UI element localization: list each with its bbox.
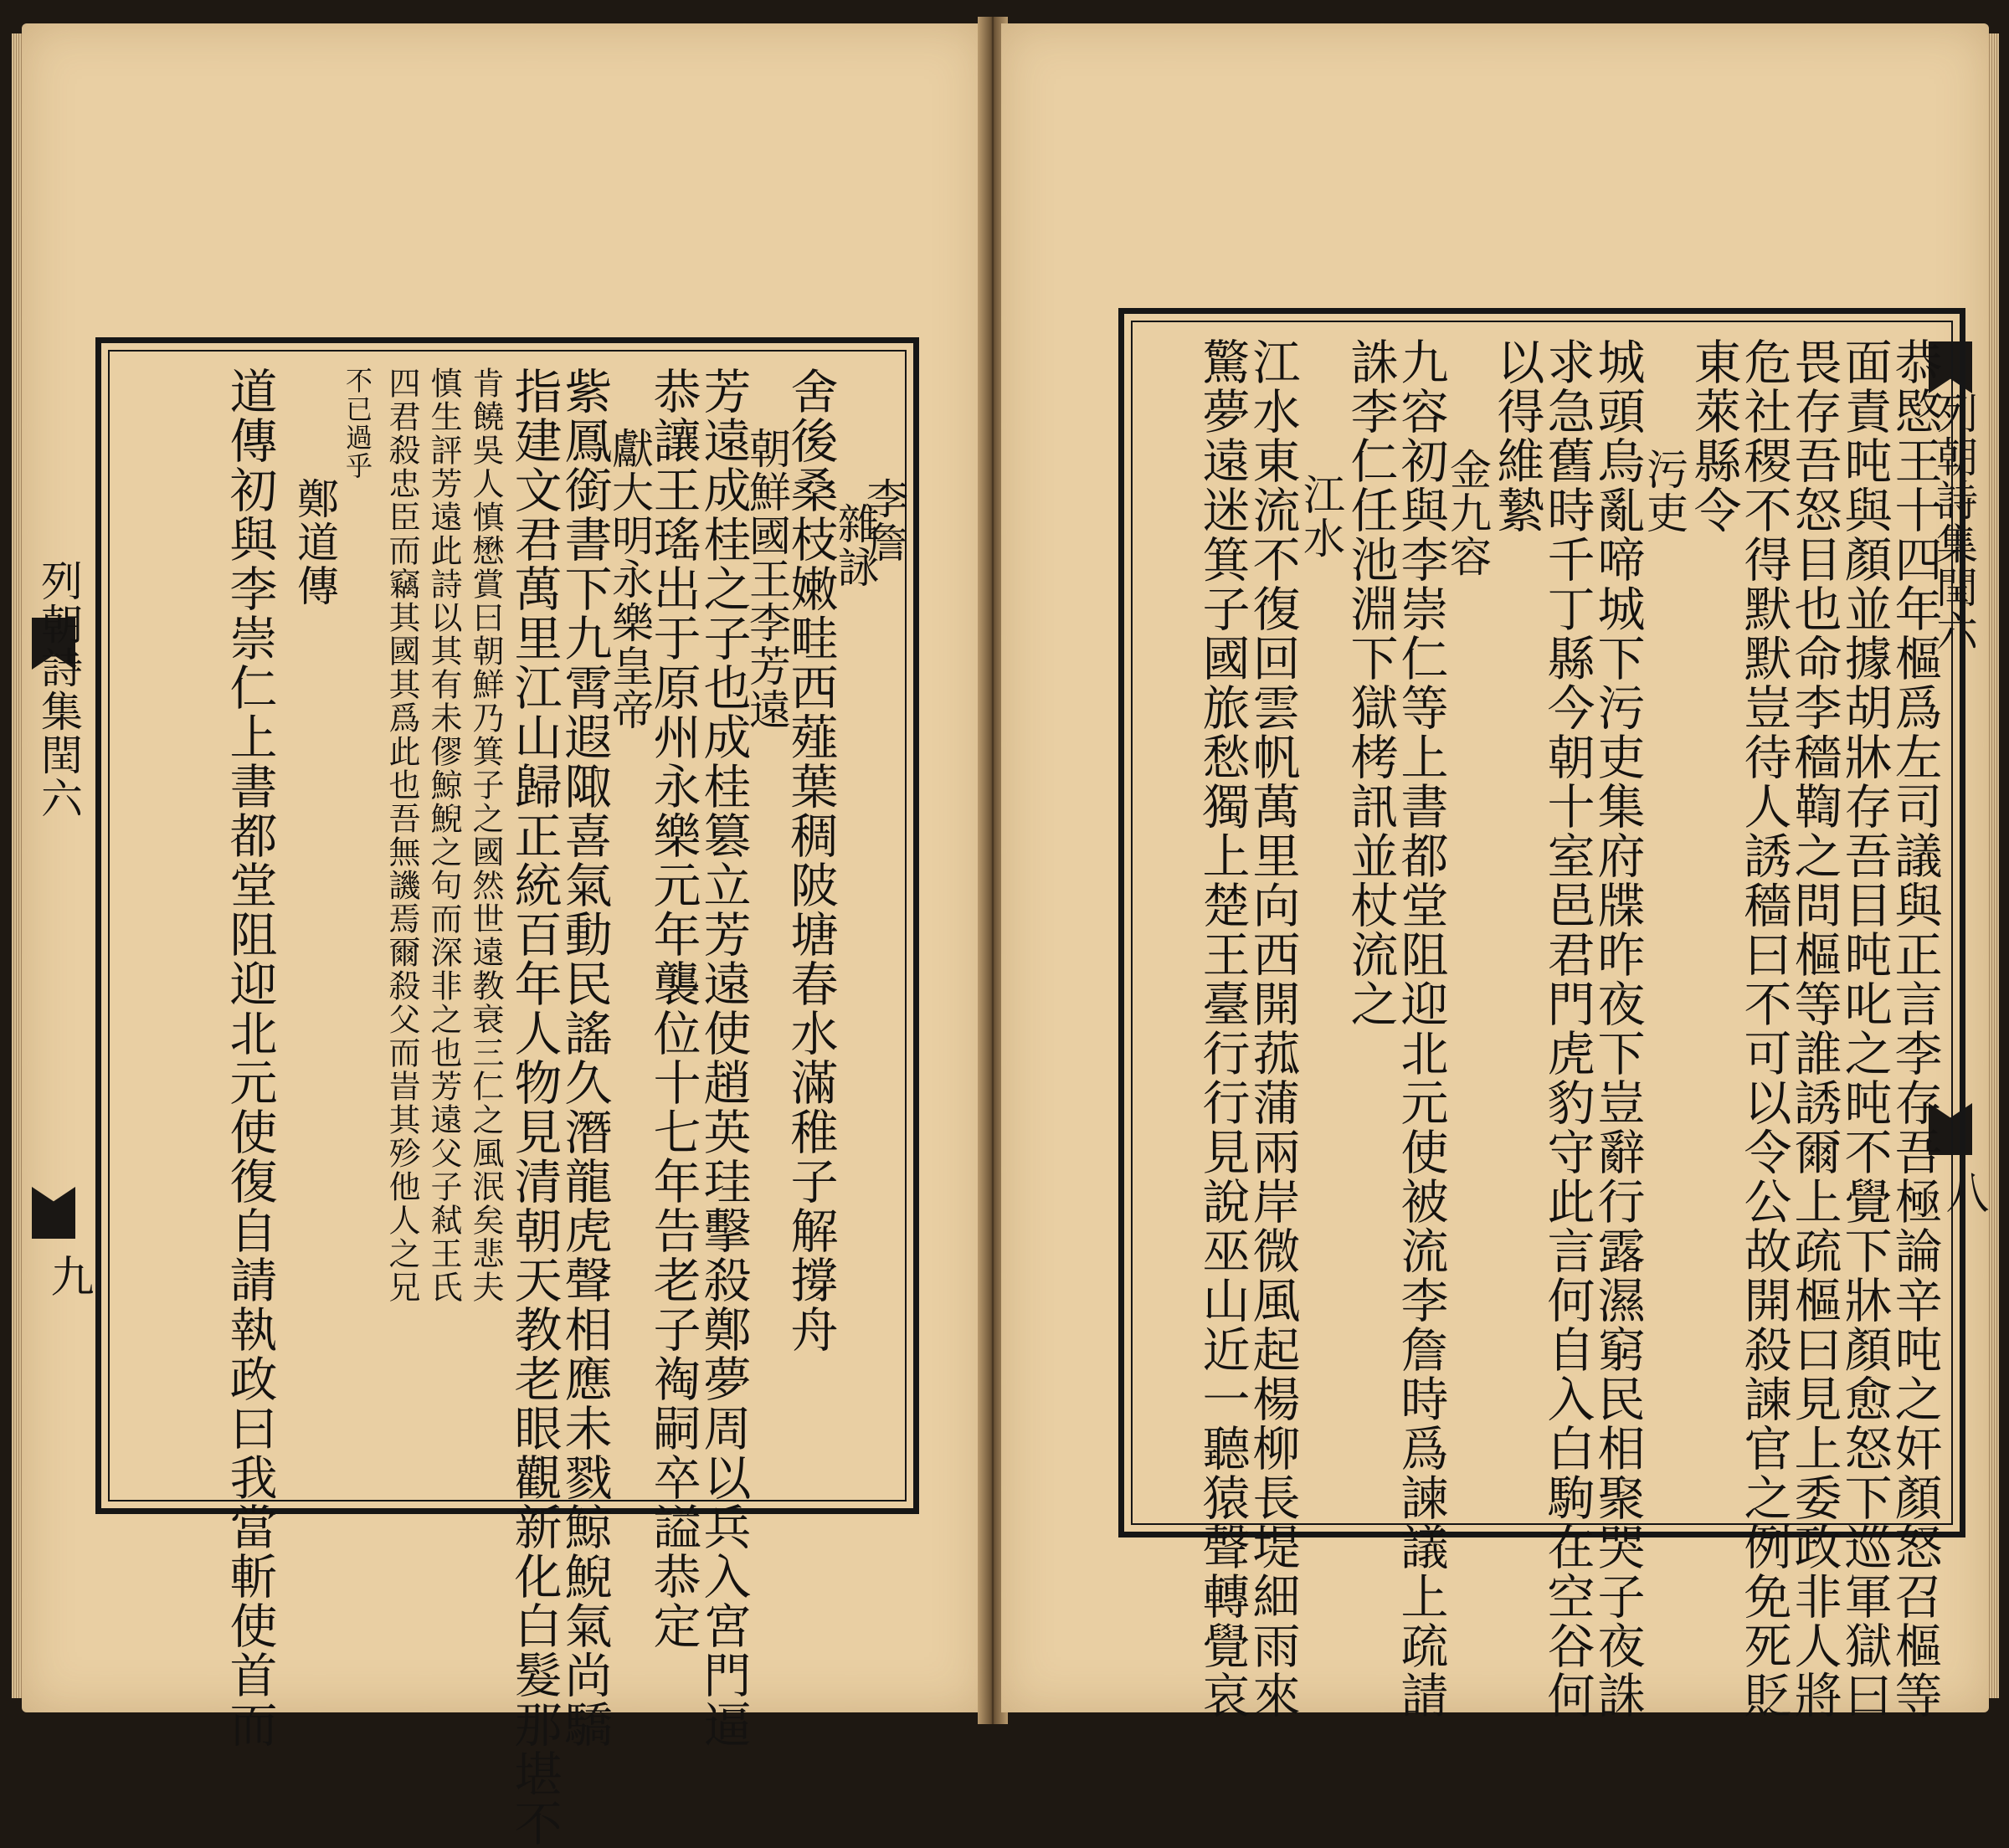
fold-heart-title-right: 列朝詩集閏六 [1929,392,1978,653]
commentary-column: 不已過乎 [342,367,373,480]
commentary-column: 肯饒吳人慎懋賞曰朝鮮乃箕子之國然世遠教衰三仁之風泯矣悲夫 [467,367,504,1304]
text-column: 芳遠成桂之子也成桂篡立芳遠使趙英珪擊殺鄭夢周以兵入宮門逼 [696,367,751,1749]
folio-number-right: 八 [1938,1170,1988,1214]
text-column: 道傳初與李崇仁上書都堂阻迎北元使復自請執政曰我當斬使首而 [222,367,277,1749]
author-heading: 鄭道傳 [290,477,339,608]
commentary-column: 四君殺忠臣而竊其國其爲此也吾無譏焉爾殺父而旹其殄他人之兄 [383,367,420,1304]
author-heading: 金九容 [1443,448,1492,578]
text-column: 驚夢遠迷箕子國旅愁獨上楚王臺行行見說巫山近一聽猿聲轉覺哀 [1195,337,1250,1720]
text-frame-inner-right [1131,321,1953,1720]
author-heading: 李詹 [860,477,908,564]
text-column: 東萊縣令 [1686,337,1741,535]
text-column: 城頭烏亂啼城下污吏集府牒昨夜下豈辭行露濕窮民相聚哭子夜誅 [1590,337,1645,1720]
text-column: 紫鳳銜書下九霄遐陬喜氣動民謠久潛龍虎聲相應未戮鯨鯢氣尚驕 [557,367,612,1749]
text-column: 誅李仁任池淵下獄栲訊並杖流之 [1343,337,1398,1029]
text-column: 舍後桑枝嫩畦西薤葉稠陂塘春水滿稚子解撐舟 [783,367,838,1354]
text-column: 畏存吾怒目也命李穡鞫之問樞等誰誘爾上疏樞曰見上委政非人將 [1786,337,1842,1720]
text-column: 江水東流不復回雲帆萬里向西開菰蒲兩岸微風起楊柳長堤細雨來 [1245,337,1300,1720]
text-column: 恭讓王瑤出于原州永樂元年襲位十七年告老子裪嗣卒謚恭定 [645,367,701,1650]
text-column: 面責旽與顏並據胡牀存吾目旽叱之旽不覺下牀顏愈怒下巡軍獄曰 [1837,337,1892,1720]
text-frame-left [95,337,919,1848]
text-column: 指建文君萬里江山歸正統百年人物見清朝天教老眼觀新化白髮那堪不 [506,367,562,1848]
poem-title: 江水 [1297,473,1345,560]
left-page [22,23,984,1848]
poem-title: 污吏 [1640,448,1688,535]
fold-heart-title-left: 列朝詩集閏六 [34,559,83,820]
poem-title: 雜詠 [831,502,880,589]
text-column: 九容初與李崇仁等上書都堂阻迎北元使被流李詹時爲諫議上疏請 [1393,337,1448,1720]
text-column: 以得維縶 [1489,337,1544,535]
text-frame-right [1118,308,1965,1720]
author-heading: 朝鮮國王李芳遠 [742,427,791,732]
text-column: 恭愍王十四年樞爲左司議與正言李存吾極論辛旽之奸顏怒召樞等 [1887,337,1942,1720]
folio-number-left: 九 [43,1254,93,1297]
text-column: 求急舊時千丁縣今朝十室邑君門虎豹守此言何自入白駒在空谷何 [1539,337,1595,1720]
commentary-column: 慎生評芳遠此詩以其有未僇鯨鯢之句而深非之也芳遠父子弒王氏 [425,367,462,1304]
right-page [1001,23,1989,1720]
poem-title: 獻大明永樂皇帝 [605,427,654,732]
text-frame-inner-left [108,350,908,1848]
page-edges-right [1987,33,1999,1698]
text-column: 危社稷不得默默豈待人誘穡曰不可以令公故開殺諫官之例免死貶 [1736,337,1791,1720]
